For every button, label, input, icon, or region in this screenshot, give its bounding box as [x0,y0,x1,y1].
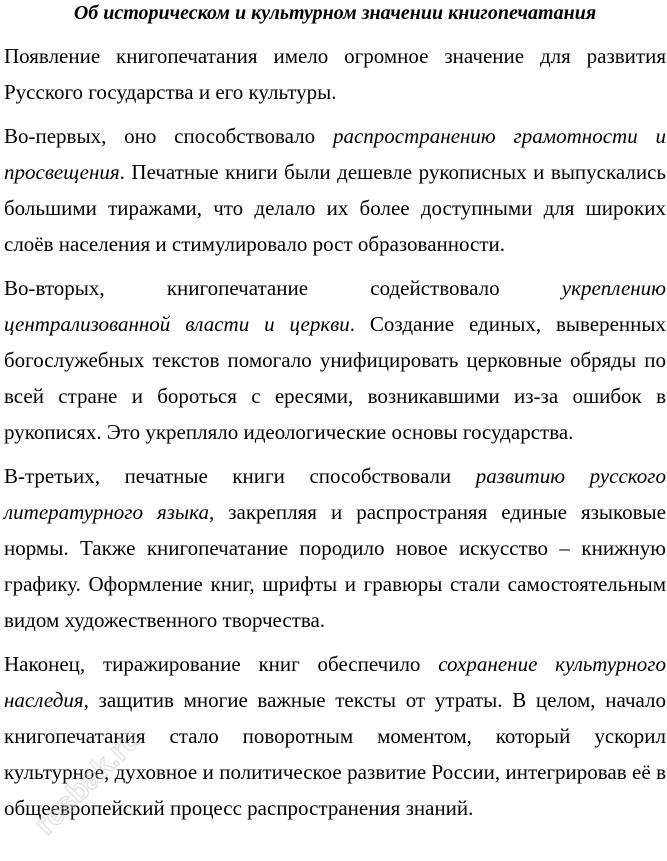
italic-emphasis: распространению грамотности и просвещения [4,124,667,184]
watermark-text: resbak.ru [28,722,148,842]
paragraph-first-point [4,118,666,262]
document-title: Об историческом и культурном значении книгопечатания [73,2,597,24]
paragraph-second-point [4,270,666,450]
paragraph-text: Появление книгопечатания имело огромное значение для развития Русского государства и его культуры. [4,44,666,104]
paragraph-text: Наконец, тиражирование книг обеспечило [4,652,439,676]
paragraph-text: . Создание единых, выверенных богослужебных текстов помогало унифицировать церковные обряды по всей стране и бороться с ересями, возникавшими из-за ошибок в рукописях. Это укрепляло идеологические основы государства. [4,312,666,444]
paragraph-intro [4,38,666,110]
italic-emphasis: развитию русского литературного языка [4,464,667,524]
italic-emphasis: сохранение культурного наследия [4,652,666,712]
paragraph-text: Во-вторых, книгопечатание содействовало [4,276,562,300]
paragraph-text: Во-первых, оно способствовало [4,124,333,148]
paragraph-text: , защитив многие важные тексты от утраты. В целом, начало книгопечатания стало поворотным моментом, который ускорил культурное, духовное и политическое развитие России, интегрировав её в общеевропейский процесс распространения знаний. [4,688,666,820]
italic-emphasis: укреплению централизованной власти и церкви [4,276,666,336]
paragraph-conclusion [4,646,666,826]
paragraph-text: , закрепляя и распространяя единые языковые нормы. Также книгопечатание породило новое искусство – книжную графику. Оформление книг, шрифты и гравюры стали самостоятельным видом художественного творчества. [4,500,666,632]
paragraph-third-point [4,458,666,638]
paragraph-text: . Печатные книги были дешевле рукописных и выпускались большими тиражами, что делало их более доступными для широких слоёв населения и стимулировало рост образованности. [4,160,666,256]
paragraph-text: В-третьих, печатные книги способствовали [4,464,476,488]
